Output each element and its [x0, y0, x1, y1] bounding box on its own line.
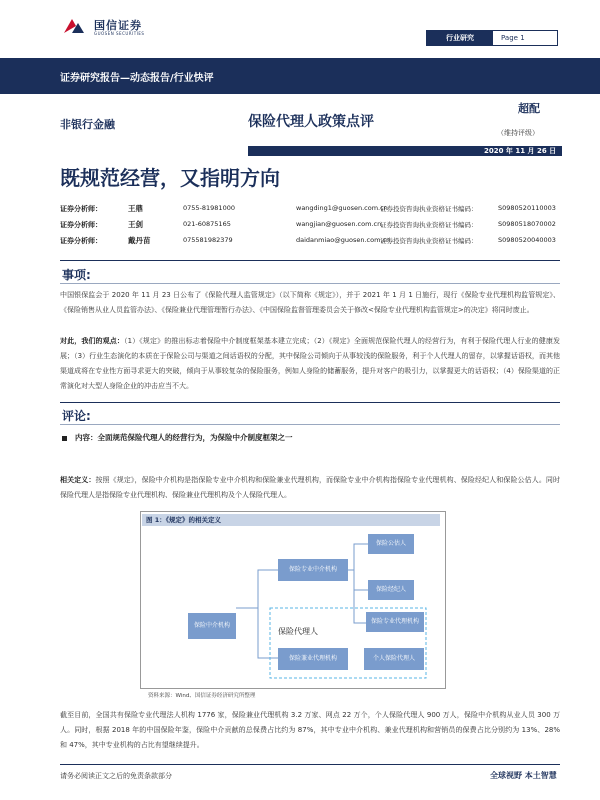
section-heading-comments: 评论: [62, 409, 91, 423]
slogan: 全球视野 本土智慧 [490, 771, 557, 780]
analyst-phone: 021-60875165 [183, 220, 231, 228]
category-label: 行业研究 [427, 31, 493, 45]
definition-paragraph [60, 473, 560, 503]
analyst-row [60, 233, 560, 249]
events-paragraph: 中国银保监会于 2020 年 11 月 23 日公布了《保险代理人监管规定》（以下简称《规定》），并于 2021 年 1 月 1 日施行，现行《保险专业代理机构监管规定》、《保险销售从业人员监管办法》、《保险兼业代理管理暂行办法》、《中国保险监督管理委员会关于修改<保险专业代理机构监管规定>的决定》将同时废止。 [60, 291, 560, 314]
node-individual-agent: 个人保险代理人 [364, 648, 424, 670]
node-loss-adjuster: 保险公估人 [368, 534, 414, 554]
logo-icon [62, 17, 86, 35]
rating-note: （维持评级） [497, 129, 539, 137]
opinion-text: （1）《规定》的推出标志着保险中介制度框架基本建立完成；（2）《规定》全面规范保险代理人的经营行为，有利于保险代理人行业的健康发展；（3）行业生态演化的本质在于保险公司与渠道之间话语权的分配，其中保险公司倾向于从事较浅的保险服务，利于个人代理人的留存，以掌握话语权，而其他渠道成将在专业性方面寻求更大的突破，倾向于从事较复杂的保险服务，例如人身险的储蓄服务，提升对客户的吸引力，以掌握更大的话语权；（4）保险渠道的正常演化对大型人身险企业的冲击应当不大。 [60, 337, 561, 390]
bullet-icon [62, 436, 67, 441]
connector-pro-agentbroker [354, 570, 368, 590]
report-type: 证券研究报告—动态报告/行业快评 [60, 73, 214, 84]
analyst-cert-label: 证券投资咨询执业资格证书编码： [380, 221, 478, 229]
connector-root-concurrent [258, 608, 278, 658]
footer-divider [60, 764, 560, 765]
divider [60, 260, 560, 261]
agent-group-label: 保险代理人 [278, 627, 318, 636]
figure-title: 图 1：《规定》的相关定义 [142, 514, 440, 526]
rating: 超配 [518, 102, 540, 115]
report-topic: 保险代理人政策点评 [248, 114, 374, 130]
analyst-list [60, 201, 560, 249]
analyst-row [60, 201, 560, 217]
page-indicator: Page 1 [501, 34, 525, 42]
analyst-email[interactable]: daidanmiao@guosen.com.cn [296, 236, 391, 244]
node-pro-agency: 保险专业代理机构 [366, 612, 424, 632]
node-root: 保险中介机构 [188, 613, 236, 639]
analyst-phone: 0755-81981000 [183, 204, 235, 212]
analyst-cert-label: 证券投资咨询执业资格证书编码： [380, 237, 478, 245]
comment-bullet [62, 432, 293, 443]
analyst-email[interactable]: wangding1@guosen.com.cn [296, 204, 388, 212]
analyst-role: 证券分析师： [60, 205, 102, 213]
sector-name: 非银行金融 [60, 118, 115, 131]
analyst-cert-number: S0980520040003 [498, 236, 556, 244]
analyst-phone: 075581982379 [183, 236, 233, 244]
analyst-row [60, 217, 560, 233]
divider [60, 283, 560, 284]
analyst-cert-label: 证券投资咨询执业资格证书编码： [380, 205, 478, 213]
opinion-lead: 对此，我们的观点： [60, 337, 125, 345]
connector-pro-proagent [354, 590, 366, 623]
definition-lead: 相关定义： [60, 476, 96, 484]
divider [60, 424, 560, 425]
disclaimer-note: 请务必阅读正文之后的免责条款部分 [60, 772, 172, 780]
connector-root-pro [236, 570, 278, 608]
brand-name-en: GUOSEN SECURITIES [94, 31, 145, 36]
node-pro-intermediary: 保险专业中介机构 [278, 559, 348, 581]
figure-source: 资料来源：Wind、国信证券经济研究所整理 [148, 693, 256, 699]
divider [60, 402, 560, 403]
node-broker: 保险经纪人 [368, 580, 414, 600]
node-concurrent-agency: 保险兼业代理机构 [278, 648, 348, 670]
analyst-role: 证券分析师： [60, 237, 102, 245]
definition-text: 按照《规定》，保险中介机构是指保险专业中介机构和保险兼业代理机构，而保险专业中介机构指保险专业代理机构、保险经纪人和保险公估人。同时保险代理人是指保险专业代理机构、保险兼业代理机构及个人保险代理人。 [60, 476, 561, 499]
analyst-name: 王剑 [128, 220, 143, 229]
analyst-role: 证券分析师： [60, 221, 102, 229]
report-date: 2020 年 11 月 26 日 [484, 147, 557, 155]
analyst-name: 戴丹苗 [128, 236, 151, 245]
header-box [426, 30, 558, 46]
analyst-email[interactable]: wangjian@guosen.com.cn [296, 220, 382, 228]
analyst-name: 王鼎 [128, 204, 143, 213]
events-opinion [60, 334, 560, 394]
analyst-cert-number: S0980518070002 [498, 220, 556, 228]
page-number: 1 [520, 34, 525, 42]
statistics-paragraph: 截至目前，全国共有保险专业代理法人机构 1776 家，保险兼业代理机构 3.2 万家、网点 22 万个，个人保险代理人 900 万人，保险中介机构从业人员 300 万人。同时，根据 2018 年的中国保险年鉴，保险中介贡献的总保费占比约为 87%，其中专业中介机构、兼业代理机构和营销员的保费占比分别约为 13%、28%和 47%，其中专业机构的占比有望继续提升。 [60, 711, 560, 749]
brand-name: 国信证券 [94, 19, 142, 32]
connector-pro-broker [348, 544, 368, 570]
bullet-text: 内容：全面规范保险代理人的经营行为，为保险中介制度框架之一 [75, 433, 293, 442]
page-title: 既规范经营，又指明方向 [60, 166, 280, 190]
analyst-cert-number: S0980520110003 [498, 204, 556, 212]
section-heading-events: 事项: [62, 268, 91, 282]
